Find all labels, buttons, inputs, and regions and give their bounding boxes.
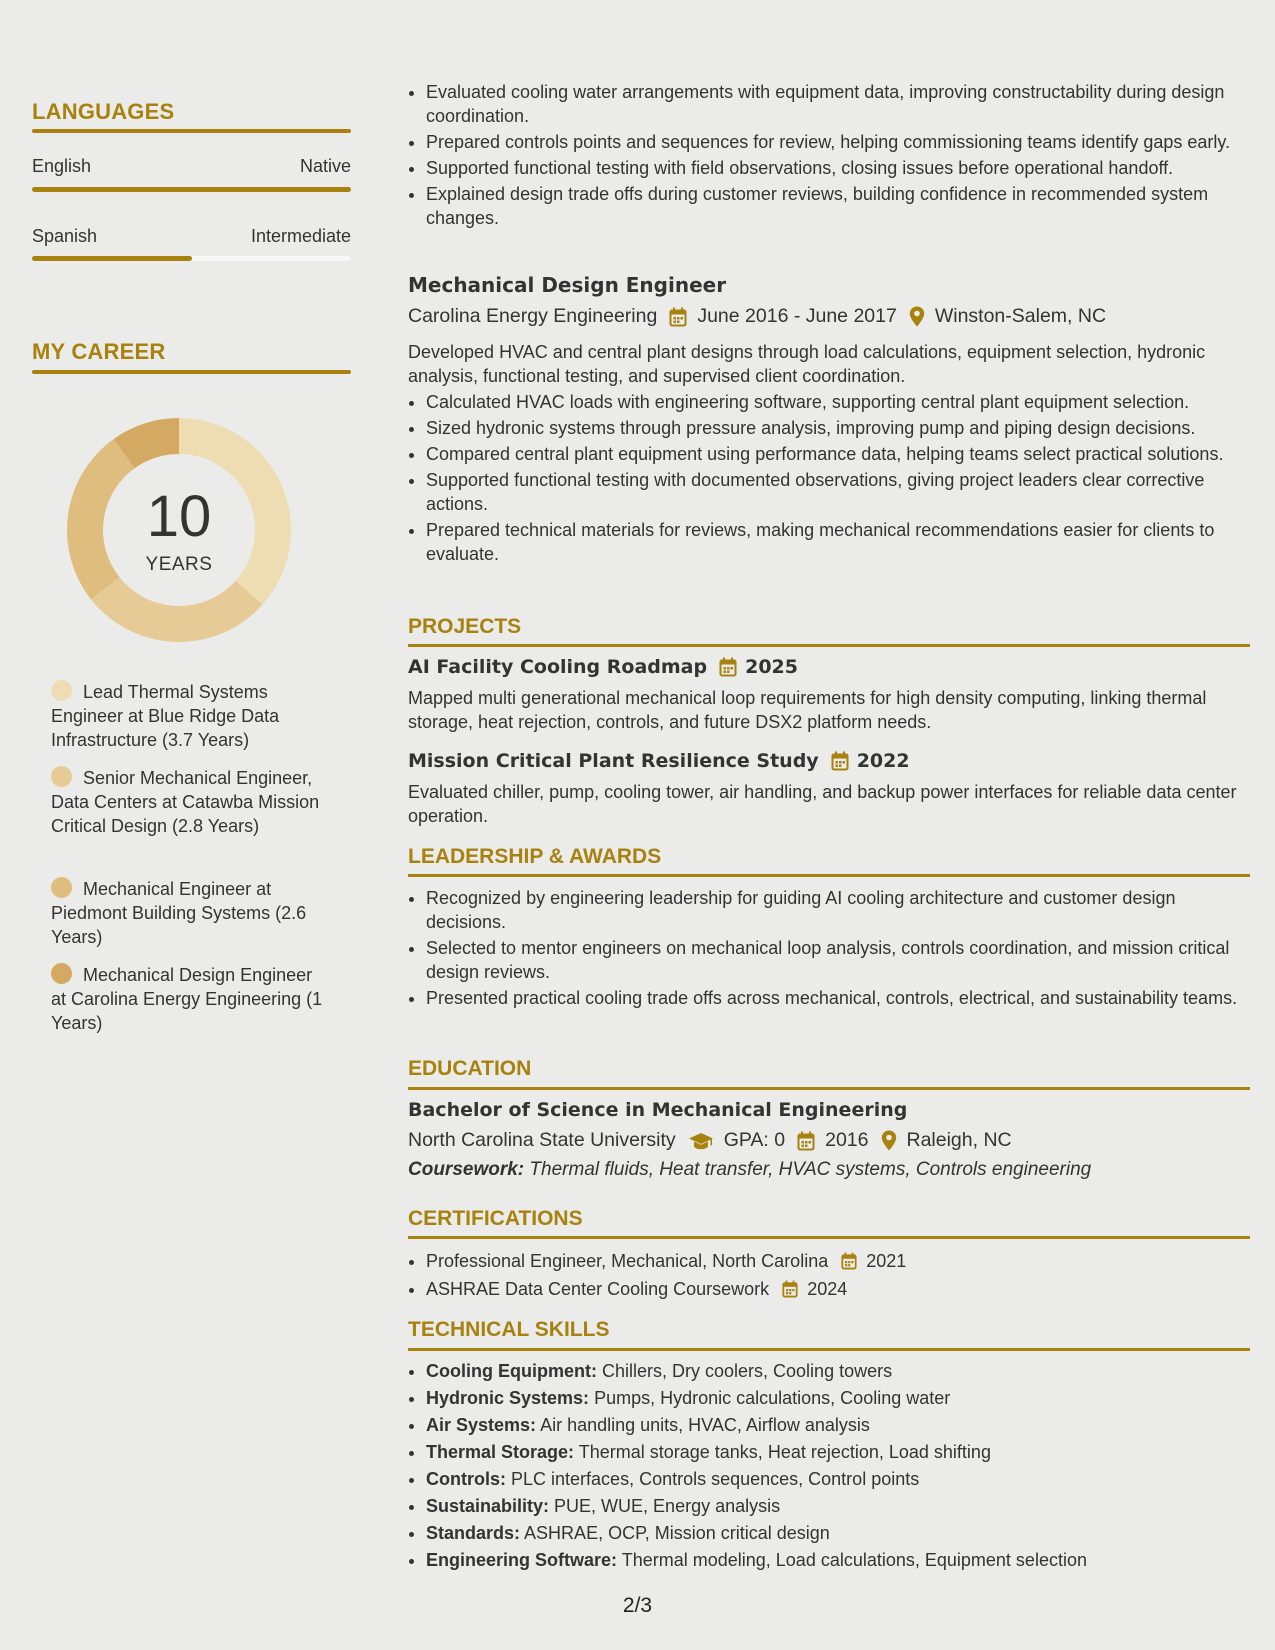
language-bar-spanish [32, 256, 351, 261]
leadership-rule [408, 874, 1250, 877]
skill-value: Thermal storage tanks, Heat rejection, Load shifting [578, 1442, 991, 1462]
skills-rule [408, 1348, 1250, 1351]
language-bar-fill [32, 187, 351, 192]
calendar-icon [797, 1131, 815, 1151]
language-name: Spanish [32, 226, 98, 246]
career-total-years: 10 [146, 484, 212, 549]
languages-heading: LANGUAGES [32, 99, 175, 124]
legend-swatch [51, 766, 72, 787]
certifications-rule [408, 1236, 1250, 1239]
legend-label: Senior Mechanical Engineer, Data Centers at Catawba Mission Critical Design (2.8 Years) [51, 768, 320, 836]
education-location: Raleigh, NC [906, 1129, 1012, 1151]
skill-value: Thermal modeling, Load calculations, Equipment selection [621, 1550, 1087, 1570]
location-pin-icon [909, 306, 925, 327]
language-row-english [32, 156, 351, 177]
skill-label: Sustainability: [426, 1496, 550, 1516]
project-year: 2022 [856, 750, 910, 772]
education-year: 2016 [825, 1129, 869, 1151]
coursework-label: Coursework: [408, 1159, 525, 1180]
certifications-heading: CERTIFICATIONS [408, 1207, 583, 1230]
bullet-item: • Calculated HVAC loads with engineering software, supporting central plant equipment selection. [426, 390, 1250, 414]
bullet-item: • Prepared technical materials for reviews, making mechanical recommendations easier for clients to evaluate. [426, 518, 1250, 566]
skill-value: Chillers, Dry coolers, Cooling towers [602, 1361, 893, 1381]
career-total-label: YEARS [145, 554, 213, 575]
projects-heading: PROJECTS [408, 615, 522, 638]
calendar-icon [782, 1280, 798, 1298]
calendar-icon [669, 307, 687, 327]
skill-label: Air Systems: [426, 1415, 537, 1435]
career-heading: MY CAREER [32, 339, 166, 364]
language-bar-fill [32, 256, 192, 261]
page-number: 2/3 [622, 1594, 653, 1617]
bullet-item: • Prepared controls points and sequences for review, helping commissioning teams identify gaps early. [426, 130, 1250, 154]
certification-name: Professional Engineer, Mechanical, North Carolina [426, 1251, 829, 1271]
skill-item [426, 1494, 1250, 1519]
job-meta [408, 305, 1250, 328]
career-legend-item-1 [51, 680, 326, 752]
certification-year: 2021 [866, 1251, 907, 1271]
bullet-item: • Supported functional testing with documented observations, giving project leaders clear corrective actions. [426, 468, 1250, 516]
project-title-row [408, 750, 1250, 772]
projects-rule [408, 644, 1250, 647]
education-gpa: GPA: 0 [723, 1129, 786, 1151]
legend-label: Lead Thermal Systems Engineer at Blue Ridge Data Infrastructure (3.7 Years) [51, 682, 280, 750]
calendar-icon [841, 1252, 857, 1270]
skill-item [426, 1467, 1250, 1492]
bullet-item: • Supported functional testing with field observations, closing issues before operational handoff. [426, 156, 1250, 180]
bullet-item: • Evaluated cooling water arrangements with equipment data, improving constructability during design coordination. [426, 80, 1250, 128]
legend-swatch [51, 963, 72, 984]
bullet-item: • Compared central plant equipment using performance data, helping teams select practical solutions. [426, 442, 1250, 466]
project-year: 2025 [745, 656, 798, 678]
calendar-icon [831, 751, 849, 771]
skill-label: Cooling Equipment: [426, 1361, 597, 1381]
leadership-heading: LEADERSHIP & AWARDS [408, 845, 662, 868]
education-school: North Carolina State University [408, 1129, 676, 1151]
education-degree: Bachelor of Science in Mechanical Engineering [408, 1099, 908, 1121]
certification-name: ASHRAE Data Center Cooling Coursework [426, 1279, 770, 1299]
language-row-spanish [32, 226, 351, 247]
coursework-text: Thermal fluids, Heat transfer, HVAC systems, Controls engineering [529, 1159, 1092, 1180]
project-description: Mapped multi generational mechanical loop requirements for high density computing, linking thermal storage, heat rejection, controls, and future DSX2 platform needs. [408, 688, 1207, 732]
skill-label: Hydronic Systems: [426, 1388, 590, 1408]
skill-value: Air handling units, HVAC, Airflow analysis [540, 1415, 870, 1435]
education-rule [408, 1087, 1250, 1090]
legend-label: Mechanical Design Engineer at Carolina Energy Engineering (1 Years) [51, 965, 323, 1033]
job-summary: Developed HVAC and central plant designs through load calculations, equipment selection, hydronic analysis, functional testing, and supervised client coordination. [408, 342, 1206, 386]
skill-value: Pumps, Hydronic calculations, Cooling water [594, 1388, 951, 1408]
project-title-row [408, 656, 1250, 678]
language-level: Intermediate [250, 226, 351, 246]
donut-segment-2 [91, 577, 262, 642]
skill-value: ASHRAE, OCP, Mission critical design [524, 1523, 830, 1543]
career-donut-chart [67, 418, 291, 642]
legend-label: Mechanical Engineer at Piedmont Building Systems (2.6 Years) [51, 879, 307, 947]
bullet-item: • Sized hydronic systems through pressure analysis, improving pump and piping design decisions. [426, 416, 1250, 440]
career-legend-item-4 [51, 963, 326, 1035]
bullet-item: • Recognized by engineering leadership for guiding AI cooling architecture and customer design decisions. [426, 886, 1250, 934]
legend-swatch [51, 877, 72, 898]
bullet-item: • Explained design trade offs during customer reviews, building confidence in recommended system changes. [426, 182, 1250, 230]
skill-item [426, 1359, 1250, 1384]
skill-item [426, 1548, 1250, 1573]
language-name: English [32, 156, 92, 176]
job-title: Mechanical Design Engineer [408, 273, 727, 297]
skills-list [408, 1359, 1250, 1575]
legend-swatch [51, 680, 72, 701]
career-legend-item-3 [51, 877, 326, 949]
skill-item [426, 1440, 1250, 1465]
skill-item [426, 1413, 1250, 1438]
skill-label: Engineering Software: [426, 1550, 618, 1570]
skill-label: Thermal Storage: [426, 1442, 575, 1462]
languages-rule [32, 129, 351, 133]
certifications-list [408, 1247, 1250, 1303]
skills-heading: TECHNICAL SKILLS [408, 1318, 610, 1341]
certification-year: 2024 [807, 1279, 848, 1299]
graduation-cap-icon [688, 1132, 714, 1150]
education-meta [408, 1129, 1250, 1152]
education-heading: EDUCATION [408, 1057, 532, 1080]
bullet-item: • Presented practical cooling trade offs across mechanical, controls, electrical, and sustainability teams. [426, 986, 1250, 1010]
skill-value: PUE, WUE, Energy analysis [554, 1496, 781, 1516]
job-dates: June 2016 - June 2017 [697, 305, 897, 327]
education-coursework [408, 1159, 1250, 1181]
project-title: AI Facility Cooling Roadmap [408, 656, 708, 678]
skill-value: PLC interfaces, Controls sequences, Control points [511, 1469, 920, 1489]
language-bar-english [32, 187, 351, 192]
skill-label: Standards: [426, 1523, 521, 1543]
project-title: Mission Critical Plant Resilience Study [408, 750, 819, 772]
language-level: Native [299, 156, 351, 176]
previous-job-bullets [408, 80, 1250, 232]
skill-item [426, 1386, 1250, 1411]
job-location: Winston-Salem, NC [934, 305, 1107, 327]
career-legend-item-2 [51, 766, 326, 838]
career-rule [32, 370, 351, 374]
skill-item [426, 1521, 1250, 1546]
skill-label: Controls: [426, 1469, 506, 1489]
leadership-bullets [408, 886, 1250, 1012]
project-description: Evaluated chiller, pump, cooling tower, air handling, and backup power interfaces for reliable data center operation. [408, 782, 1237, 826]
certification-item [426, 1247, 1250, 1275]
certification-item [426, 1275, 1250, 1303]
bullet-item: • Selected to mentor engineers on mechanical loop analysis, controls coordination, and mission critical design reviews. [426, 936, 1250, 984]
calendar-icon [719, 657, 737, 677]
location-pin-icon [881, 1130, 897, 1151]
job-bullets [408, 390, 1250, 568]
job-company: Carolina Energy Engineering [408, 305, 658, 327]
